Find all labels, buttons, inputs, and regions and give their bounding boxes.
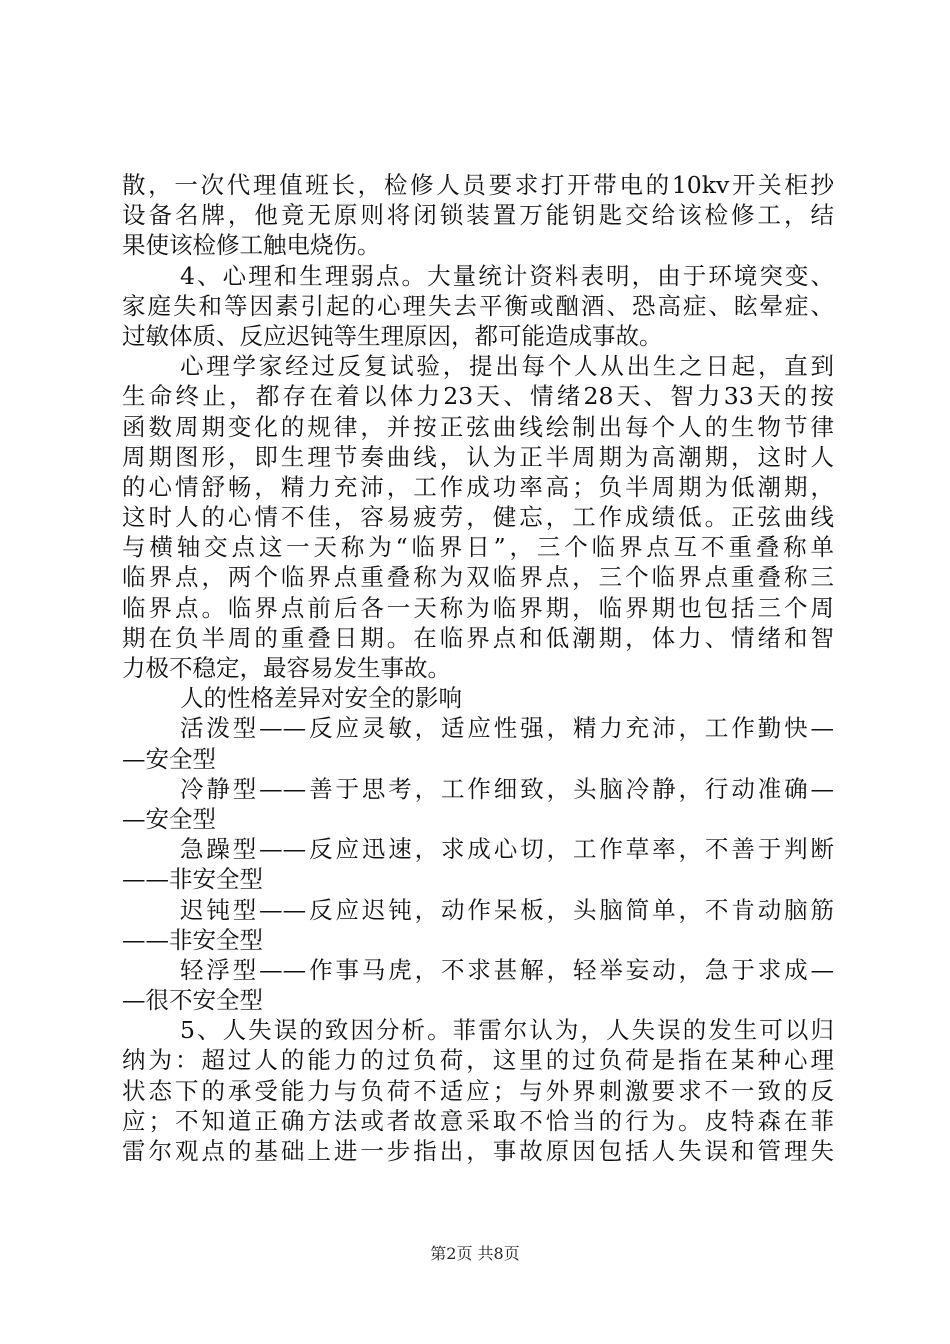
text-line: 力极不稳定，最容易发生事故。	[122, 654, 451, 682]
text-line: 生命终止，都存在着以体力23天、情绪28天、智力33天的按	[122, 382, 834, 411]
text-line: 过敏体质、反应迟钝等生理原因，都可能造成事故。	[122, 321, 663, 350]
text-line: 状态下的承受能力与负荷不适应；与外界刺激要求不一致的反	[122, 1076, 834, 1105]
text-line: 轻浮型——作事马虎，不求甚解，轻举妄动，急于求成—	[180, 955, 834, 984]
text-line: 果使该检修工触电烧伤。	[122, 231, 381, 260]
text-line: 4、心理和生理弱点。大量统计资料表明，由于环境突变、	[180, 261, 834, 290]
text-line: 与横轴交点这一天称为“临界日”，三个临界点互不重叠称单	[122, 533, 834, 562]
text-line: 纳为：超过人的能力的过负荷，这里的过负荷是指在某种心理	[122, 1046, 834, 1075]
text-line: 临界点，两个临界点重叠称为双临界点，三个临界点重叠称三	[122, 563, 834, 592]
text-line: 冷静型——善于思考，工作细致，头脑冷静，行动准确—	[180, 774, 834, 803]
text-line: 临界点。临界点前后各一天称为临界期，临界期也包括三个周	[122, 593, 834, 622]
text-line: 期在负半周的重叠日期。在临界点和低潮期，体力、情绪和智	[122, 623, 834, 652]
text-line: 的心情舒畅，精力充沛，工作成功率高；负半周期为低潮期，	[122, 472, 834, 501]
text-line: 函数周期变化的规律，并按正弦曲线绘制出每个人的生物节律	[122, 412, 834, 441]
text-line: ——非安全型	[122, 925, 263, 954]
document-body	[122, 170, 834, 1166]
text-line: 迟钝型——反应迟钝，动作呆板，头脑简单，不肯动脑筋	[180, 895, 834, 924]
text-line: 应；不知道正确方法或者故意采取不恰当的行为。皮特森在菲	[122, 1106, 834, 1135]
text-line: 散，一次代理值班长，检修人员要求打开带电的10kv开关柜抄	[122, 171, 834, 199]
page-footer: 第2页 共8页	[430, 1244, 520, 1263]
text-line: 心理学家经过反复试验，提出每个人从出生之日起，直到	[180, 352, 834, 381]
text-line: 这时人的心情不佳，容易疲劳，健忘，工作成绩低。正弦曲线	[122, 503, 834, 532]
text-line: 人的性格差异对安全的影响	[180, 684, 462, 713]
text-line: ——非安全型	[122, 865, 263, 894]
text-line: 雷尔观点的基础上进一步指出，事故原因包括人失误和管理失	[122, 1137, 834, 1165]
text-line: —安全型	[122, 804, 216, 833]
text-line: 周期图形，即生理节奏曲线，认为正半周期为高潮期，这时人	[122, 442, 834, 471]
text-line: 急躁型——反应迅速，求成心切，工作草率，不善于判断	[180, 835, 834, 864]
text-line: —很不安全型	[122, 986, 263, 1015]
text-line: —安全型	[122, 744, 216, 773]
text-line: 家庭失和等因素引起的心理失去平衡或酗酒、恐高症、眩晕症、	[122, 291, 834, 320]
text-line: 5、人失误的致因分析。菲雷尔认为，人失误的发生可以归	[180, 1016, 834, 1045]
text-line: 活泼型——反应灵敏，适应性强，精力充沛，工作勤快—	[180, 714, 834, 743]
text-line: 设备名牌，他竟无原则将闭锁装置万能钥匙交给该检修工，结	[122, 201, 834, 230]
